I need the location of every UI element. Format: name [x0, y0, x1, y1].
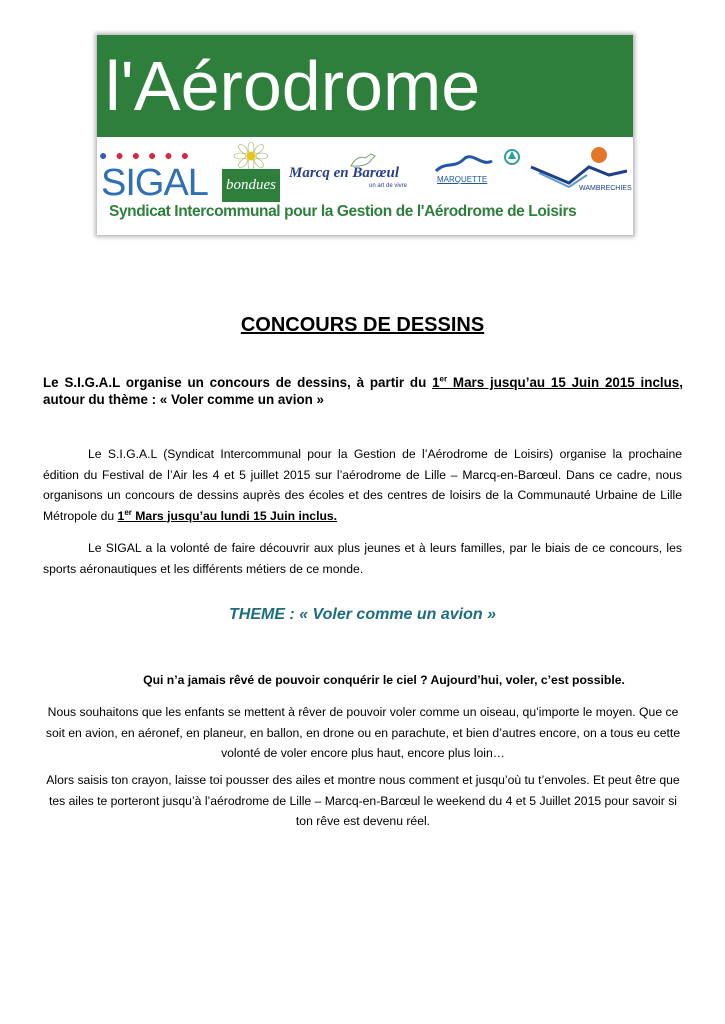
- intro-date: 1er Mars jusqu’au 15 Juin 2015 inclus: [432, 374, 680, 390]
- document-title: CONCOURS DE DESSINS: [240, 314, 485, 336]
- festival-date: 1er Mars jusqu’au lundi 15 Juin inclus.: [117, 507, 338, 523]
- marcq-logo-tagline: un art de vivre: [369, 183, 408, 189]
- bondues-logo-text: bondues: [222, 169, 280, 202]
- intro-paragraph: [43, 374, 683, 408]
- partner-logos: [97, 137, 633, 235]
- daisy-icon: [230, 142, 272, 170]
- sigal-logo-text: SIGAL: [101, 162, 208, 204]
- paragraph-dream: Nous souhaitons que les enfants se mettent à rêver de pouvoir voler comme un oiseau, qu’importe le moyen. Que ce soit en avion, en aéronef, en planeur, en ballon, en drone ou en parachute, et bien d’autres encore, on a tous eu cette volonté de voler encore plus haut, encore plus loin…: [45, 705, 681, 760]
- header-banner: [97, 35, 633, 235]
- intro-text: Le S.I.G.A.L organise un concours de dessins, à partir du: [43, 375, 433, 390]
- marquette-logo-text: MARQUETTE: [437, 175, 488, 184]
- wing-sun-icon: [529, 145, 629, 190]
- sigal-dots-icon: ● ● ● ● ● ●: [99, 147, 192, 163]
- bondues-logo: [222, 142, 280, 202]
- paragraph-objective: Le SIGAL a la volonté de faire découvrir aux plus jeunes et à leurs familles, par le biais de ce concours, les sports aéronautiques et les différents métiers de ce monde.: [43, 541, 682, 576]
- banner-subtitle: Syndicat Intercommunal pour la Gestion de l'Aérodrome de Loisirs: [109, 203, 577, 220]
- theme-heading: THEME : « Voler comme un avion »: [228, 606, 497, 623]
- intro-theme-text: , autour du thème : « Voler comme un avion »: [43, 375, 683, 407]
- banner-title: l'Aérodrome: [97, 35, 633, 137]
- marcq-logo-text: Marcq en Barœul: [289, 165, 400, 181]
- wambrechies-logo: [529, 145, 632, 205]
- wambrechies-logo-text: WAMBRECHIES: [579, 185, 632, 192]
- question-line: Qui n’a jamais rêvé de pouvoir conquérir le ciel ? Aujourd’hui, voler, c’est possible.: [143, 673, 625, 687]
- paragraph-call-to-action: Alors saisis ton crayon, laisse toi pousser des ailes et montre nous comment et jusqu’où tu t’envoles. Et peut être que tes ailes te porteront jusqu’à l’aérodrome de Lille – Marcq-en-Barœul le weekend du 4 et 5 Juillet 2015 pour savoir si ton rêve est devenu réel.: [46, 773, 680, 828]
- marcq-en-baroeul-logo: [289, 152, 419, 197]
- marquette-logo: [432, 147, 527, 202]
- paragraph-festival: Le S.I.G.A.L (Syndicat Intercommunal pour la Gestion de l’Aérodrome de Loisirs) organise la prochaine édition du Festival de l’Air les 4 et 5 juillet 2015 sur l’aérodrome de Lille – Marcq-en-Barœul. Dans ce cadre, nous organisons un concours de dessins auprès des écoles et des centres de loisirs de la Communauté Urbaine de Lille Métropole du 1er Mars jusqu’au lundi 15 Juin inclus.: [43, 447, 682, 523]
- sigal-logo: [99, 147, 217, 207]
- wave-icon: [432, 147, 527, 177]
